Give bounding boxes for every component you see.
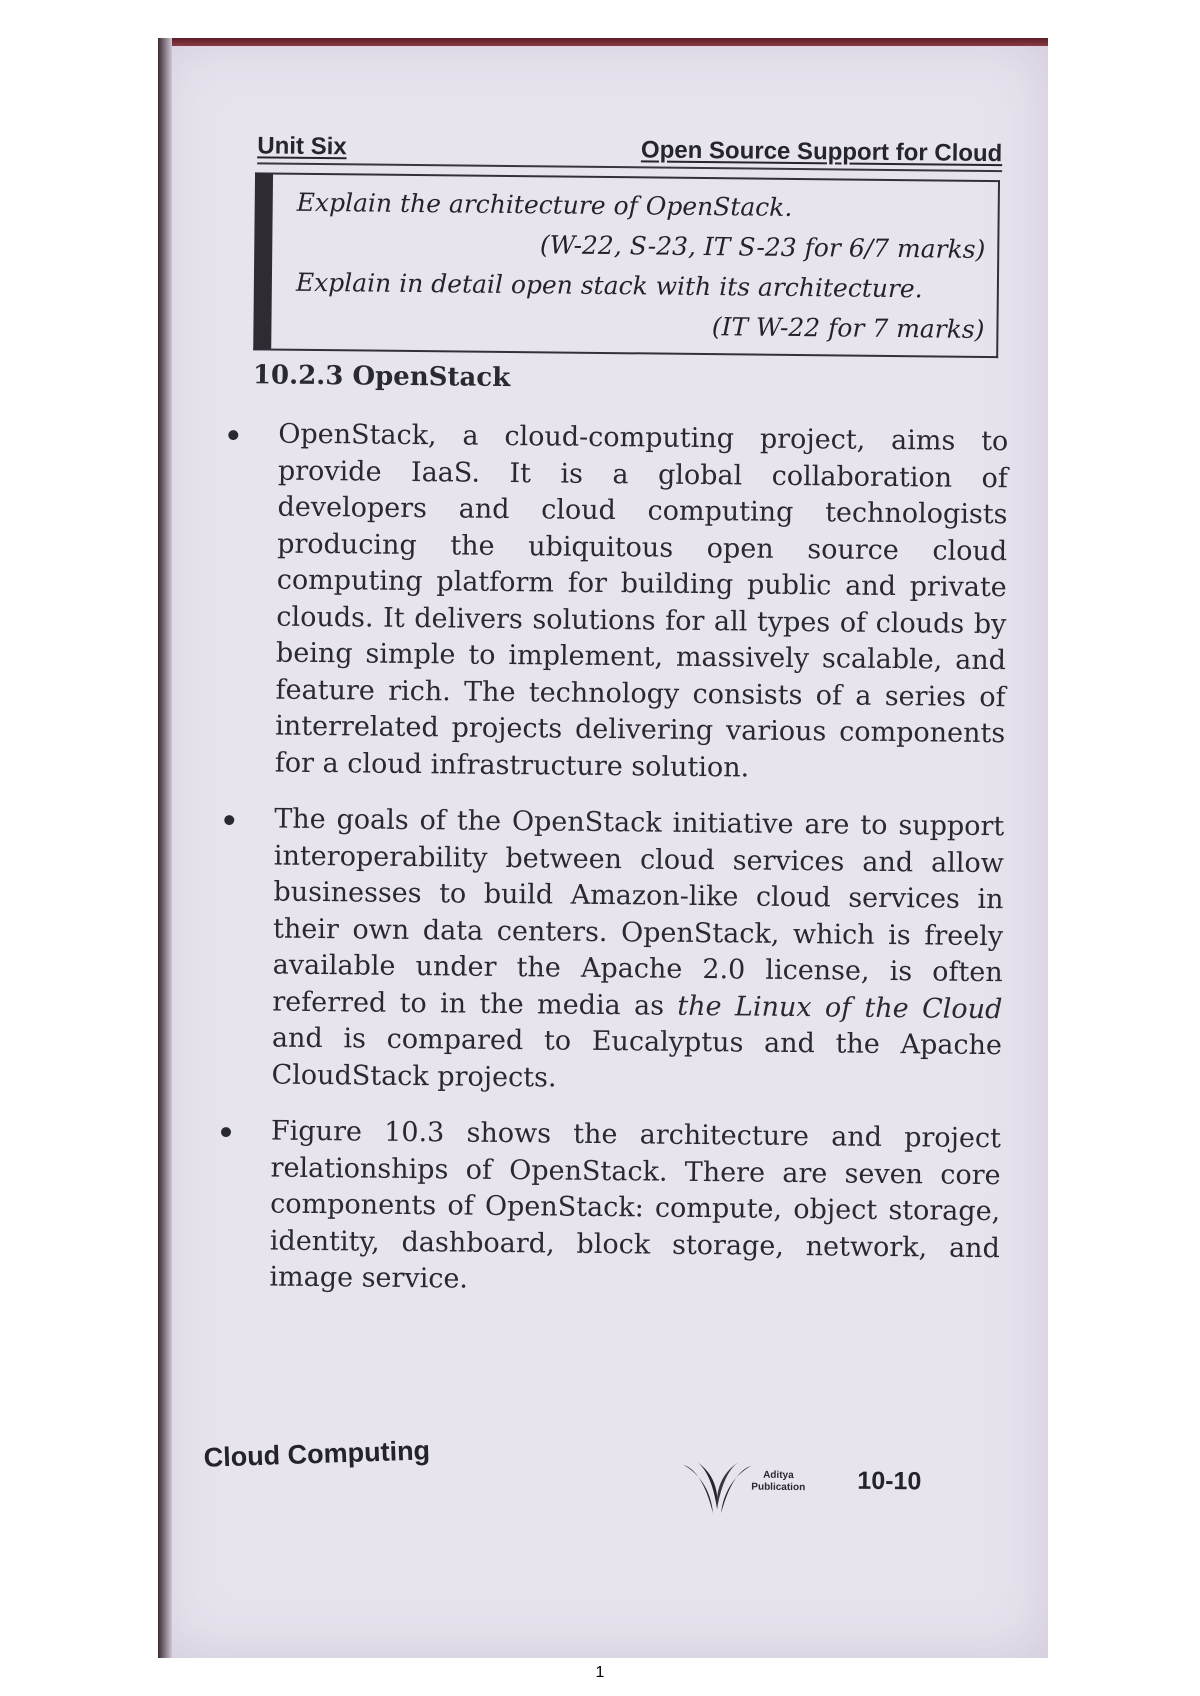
running-header <box>257 132 1002 172</box>
book-title: Cloud Computing <box>203 1435 431 1473</box>
bullet-icon <box>224 815 234 825</box>
paragraph-text-part: and is compared to Eucalyptus and the Apache CloudStack projects. <box>271 1022 1003 1094</box>
header-unit: Unit Six <box>257 132 347 161</box>
header-topic: Open Source Support for Cloud <box>640 136 1003 168</box>
exam-question-box <box>253 172 1000 358</box>
publisher-name-line: Publication <box>751 1481 806 1494</box>
list-item <box>219 1113 1001 1304</box>
bullet-icon <box>228 430 238 440</box>
question-text: Explain in detail open stack with its architecture. <box>295 267 923 304</box>
book-page <box>158 38 1048 1658</box>
publisher-logo-icon <box>681 1459 754 1518</box>
pdf-page-number: 1 <box>595 1664 605 1681</box>
paragraph-text-part: The goals of the OpenStack initiative are to support interoperability between cloud services and allow businesses to build Amazon-like cloud services in their own data centers. OpenStack, which is freely available under the Apache 2.0 license, is often referred to in the media as <box>272 803 1005 1022</box>
list-item <box>221 801 1004 1101</box>
publisher-name-line: Aditya <box>763 1469 794 1482</box>
paragraph-text: Figure 10.3 shows the architecture and project relationships of OpenStack. There are seven core components of OpenStack: compute, object storage, identity, dashboard, block storage, network, and image service. <box>269 1115 1002 1295</box>
section-heading: 10.2.3 OpenStack <box>252 360 511 394</box>
publisher-name <box>751 1470 805 1495</box>
emphasized-phrase: the Linux of the Cloud <box>677 990 1003 1025</box>
question-reference: (IT W-22 for 7 marks) <box>711 312 985 344</box>
bullet-list <box>219 416 1008 1324</box>
question-reference: (W-22, S-23, IT S-23 for 6/7 marks) <box>539 230 986 264</box>
list-item <box>225 416 1009 789</box>
question-text: Explain the architecture of OpenStack. <box>296 187 793 222</box>
paragraph-text <box>271 802 1004 1102</box>
paragraph-text: OpenStack, a cloud-computing project, aims to provide IaaS. It is a global collaboration of developers and cloud computing technologists producing the ubiquitous open source cloud computing platform for building public and private clouds. It delivers solutions for all types of clouds by being simple to implement, massively scalable, and feature rich. The technology consists of a series of interrelated projects delivering various components for a cloud infrastructure solution. <box>274 418 1009 784</box>
bullet-icon <box>221 1127 231 1137</box>
scanned-page <box>158 38 1048 1658</box>
page-number: 10-10 <box>857 1466 922 1496</box>
